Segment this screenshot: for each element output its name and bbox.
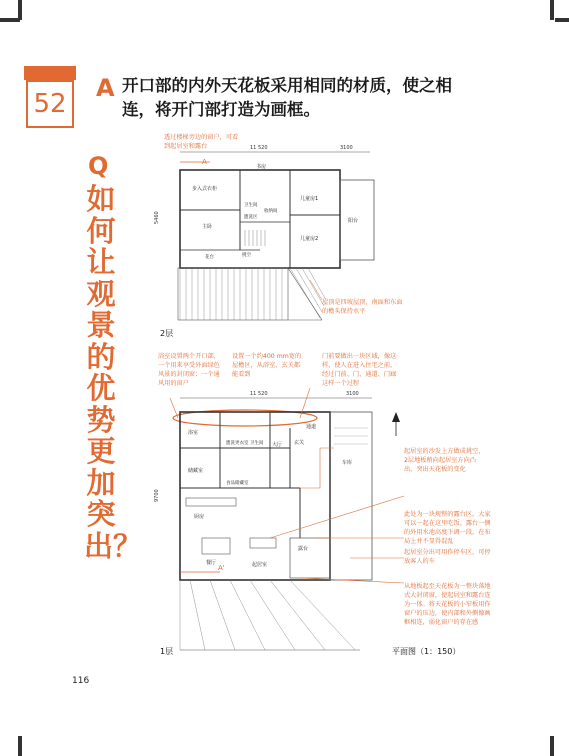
crop-mark-top-right-h [555, 18, 569, 22]
room-toilet: 卫生间 [244, 203, 258, 208]
room-garage: 车库 [342, 460, 353, 466]
question-letter: Q [88, 152, 109, 180]
page-footer-number: 116 [72, 676, 90, 686]
question-title: 如何让观景的优势更加突出？ [84, 182, 143, 563]
upper-dim-main: 11 520 [250, 145, 268, 151]
room-void: 挑空 [242, 253, 251, 258]
room-master: 主卧 [202, 224, 213, 230]
upper-floor-plan [150, 140, 410, 330]
room-balcony: 阳台 [348, 218, 359, 224]
upper-section-mark: A [202, 158, 207, 166]
lower-floor-label: 1层 [160, 647, 174, 656]
room-storeroom: 储藏室 [188, 468, 204, 474]
answer-heading: 开口部的内外天花板采用相同的材质，使之相连，将开门部打造为画框。 [122, 76, 452, 119]
crop-mark-bottom-left [18, 736, 22, 756]
lower-dim-side: 3100 [346, 391, 359, 397]
room-garden: 花台 [205, 255, 214, 260]
note-lower-1: 浴室设置两个开口部，一个用来享受外面绿色风景的封闭窗；一个通风用的窗户 [158, 353, 220, 387]
upper-dim-vertical: 5460 [154, 211, 160, 224]
room-storage: 收纳间 [264, 209, 278, 214]
north-arrow-icon [392, 412, 400, 436]
note-upper-bottom-right: 屋顶是四坡屋顶，南面和东面的檐头保持水平 [322, 299, 403, 315]
note-lower-3: 门前要做出一块区域，像这样，使人在进入住宅之前，经过门前、门、通道、门廊这样一个过程 [322, 353, 397, 387]
room-entry: 玄关 [294, 440, 305, 446]
room-pantry: 食品储藏室 [226, 481, 249, 486]
crop-mark-top-left [18, 0, 22, 20]
page-number-bar [24, 66, 76, 80]
question-number: 52 [26, 80, 74, 128]
note-lower-4: 起居室的沙发上方做成挑空，2层地板稍向起居室方向凸出，突出天花板的变化 [404, 448, 485, 473]
note-lower-6: 起居室分出可用作停车区，可停放客人的车 [404, 549, 491, 565]
room-passage: 通道 [306, 424, 317, 430]
room-bath: 浴室 [188, 430, 199, 436]
crop-mark-bottom-right [550, 736, 554, 756]
room-living: 起居室 [252, 562, 268, 568]
crop-mark-top-left-h [0, 18, 20, 22]
room-study: 书房 [256, 164, 267, 170]
room-walkin: 步入式衣柜 [192, 186, 218, 192]
room-child2: 儿童房2 [300, 236, 319, 242]
room-toilet-lower: 卫生间 [250, 441, 264, 446]
lower-dim-vertical: 9700 [154, 489, 160, 502]
crop-mark-top-right [550, 0, 554, 20]
room-wash: 盥洗更衣室 [226, 441, 249, 446]
lower-section-mark: A' [218, 564, 225, 572]
answer-letter: A [96, 74, 115, 102]
note-lower-5: 此处为一块规整的露台区，大家可以一起在这里吃饭。露台一侧的外用水池高度下调一段，在布局上并不显得混乱 [404, 511, 491, 545]
room-washroom: 盥洗区 [244, 215, 258, 220]
note-lower-7: 从地板起至天花板为一整块落地式大封闭窗，使起居室和露台连为一体。将天花板的小窄板用作窗户的压边，使内部和外侧像画框相连，弱化窗户的存在感 [404, 583, 491, 626]
room-hall: 大厅 [272, 442, 283, 448]
note-upper-top-left: 透过楼梯旁边的窗户，可看到起居室和露台 [164, 134, 239, 150]
scale-label: 平面图（1：150） [392, 647, 461, 656]
room-kitchen: 厨房 [194, 514, 205, 520]
room-terrace: 露台 [298, 546, 309, 552]
upper-floor-label: 2层 [160, 329, 174, 338]
room-dining: 餐厅 [206, 560, 217, 566]
room-child1: 儿童房1 [300, 196, 319, 202]
lower-dim-main: 11 520 [250, 391, 268, 397]
upper-dim-side: 3100 [340, 145, 353, 151]
note-lower-2: 设置一个约400 mm宽的屋檐区，从浴室、玄关都能看到 [232, 353, 302, 378]
lower-floor-plan [150, 388, 410, 656]
